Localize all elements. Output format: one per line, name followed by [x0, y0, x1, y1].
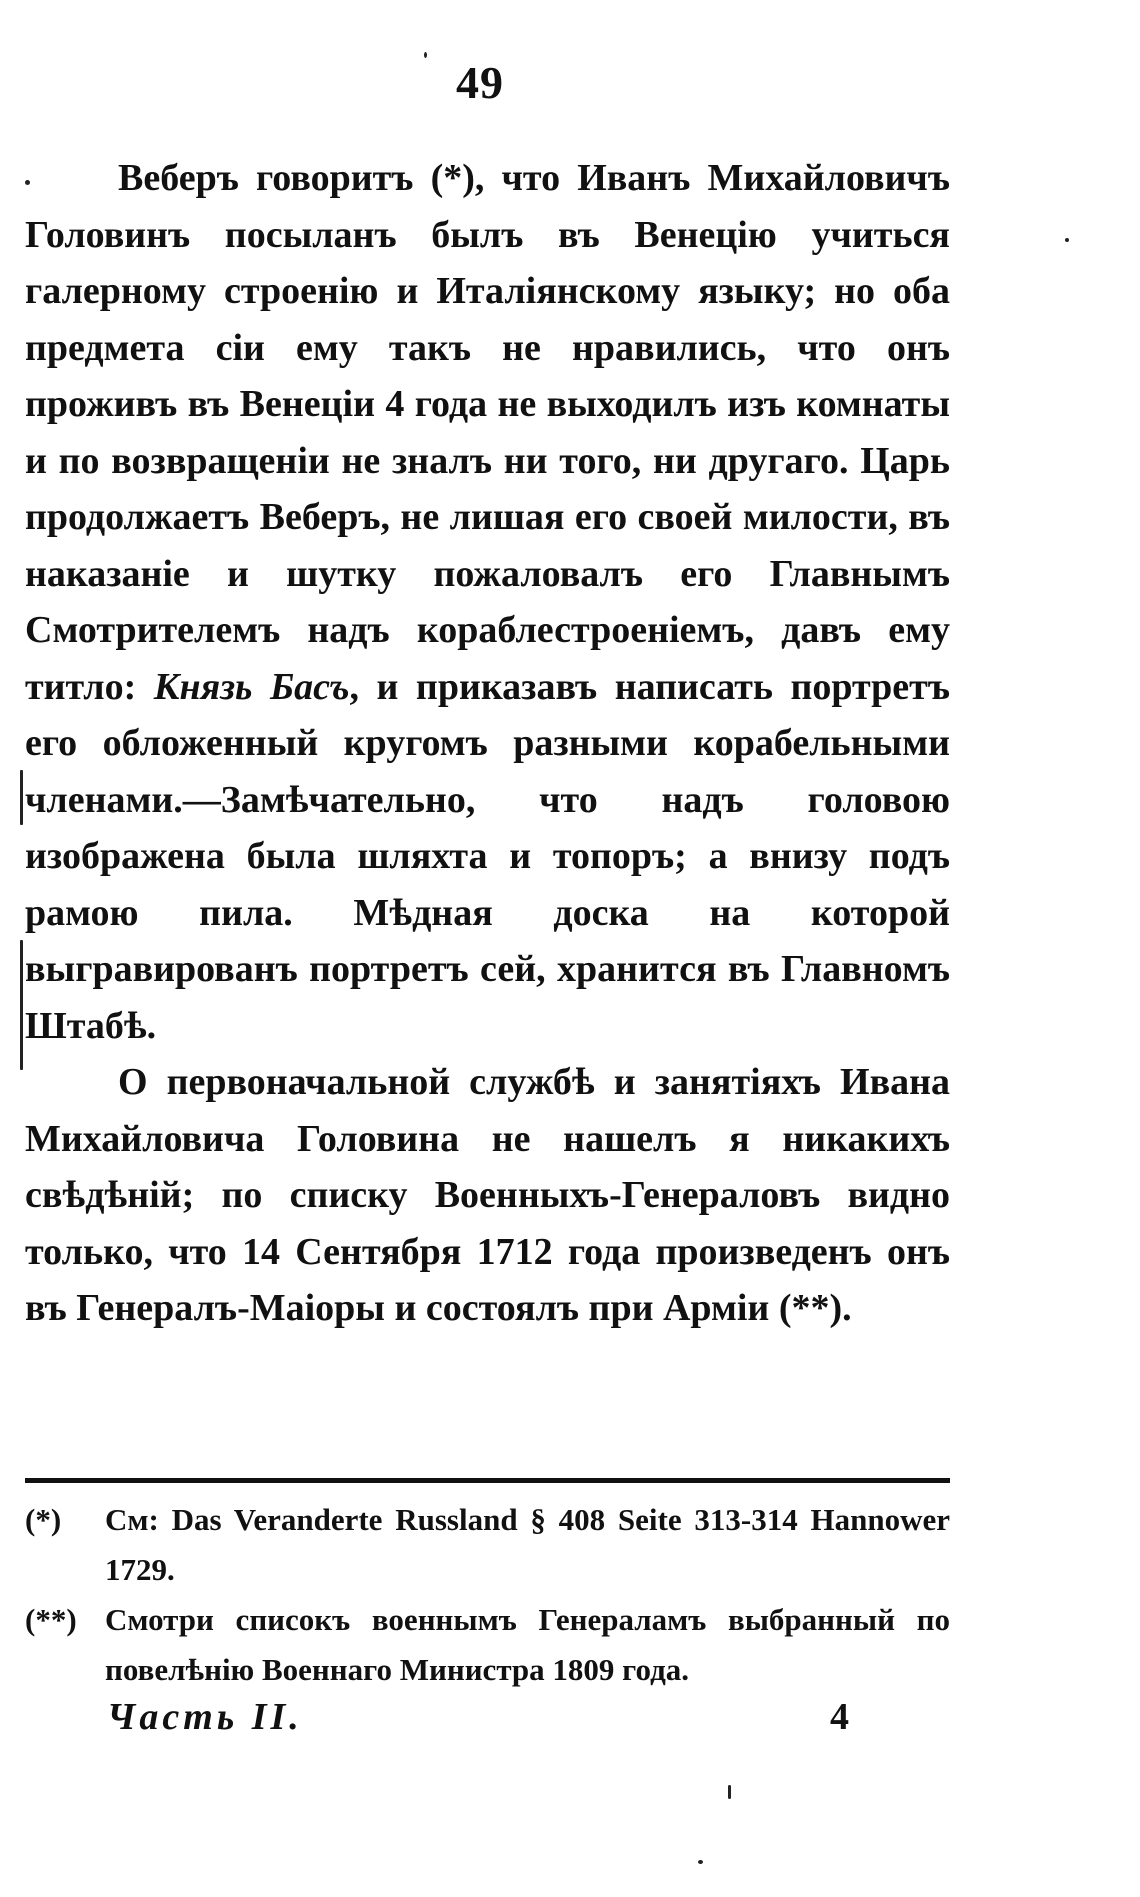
- paragraph-1: [25, 150, 950, 1054]
- signature-part: Часть II.: [107, 1696, 303, 1738]
- footnote-2-text: Смотри списокъ военнымъ Генераламъ выбранный по повелѣнію Военнаго Министра 1809 года.: [105, 1602, 950, 1687]
- scan-speck: [25, 180, 30, 185]
- scan-speck: [1065, 238, 1069, 242]
- footnote-divider: [25, 1478, 950, 1483]
- footnote-1: [25, 1495, 950, 1595]
- paragraph-2: О первоначальной службѣ и занятіяхъ Ивана Михайловича Головина не нашелъ я никакихъ свѣдѣній; по списку Военныхъ-Генераловъ видно только, что 14 Сентября 1712 года произведенъ онъ въ Генералъ-Маіоры и состоялъ при Арміи (**).: [25, 1061, 950, 1329]
- footnote-1-text: См: Das Veranderte Russland § 408 Seite 313-314 Hannower 1729.: [105, 1502, 950, 1587]
- page-number: 49: [456, 57, 504, 108]
- scan-margin-mark: [20, 770, 23, 825]
- scan-margin-mark: [20, 940, 23, 1070]
- footnote-2-mark: (**): [25, 1602, 77, 1637]
- scan-speck: [424, 52, 427, 58]
- signature-sheet-number: 4: [830, 1696, 849, 1738]
- signature-line: [107, 1695, 849, 1739]
- paragraph-1-text-start: Веберъ говоритъ (*), что Иванъ Михайловичъ Головинъ посыланъ былъ въ Венецію учиться галерному строенію и Италіянскому языку; но оба предмета сіи ему такъ не нравились, что онъ проживъ въ Венеціи 4 года не выходилъ изъ комнаты и по возвращеніи не зналъ ни того, ни другаго. Царь продолжаетъ Веберъ, не лишая его своей милости, въ наказаніе и шутку пожаловалъ его Главнымъ Смотрителемъ надъ кораблестроеніемъ, давъ ему титло:: [25, 157, 950, 708]
- scan-speck: [698, 1860, 703, 1864]
- footnotes: [25, 1495, 950, 1695]
- scan-speck: [728, 1785, 731, 1799]
- footnote-1-mark: (*): [25, 1502, 62, 1537]
- footnote-2: [25, 1595, 950, 1695]
- main-text: [25, 150, 950, 1337]
- paragraph-1-text-end: , и приказавъ написать портретъ его обложенный кругомъ разными корабельными членами.—Замѣчательно, что надъ головою изображена была шляхта и топоръ; а внизу подъ рамою пила. Мѣдная доска на которой выгравированъ портретъ сей, хранится въ Главномъ Штабѣ.: [25, 665, 950, 1047]
- nickname-italic: Князь Басъ: [153, 665, 350, 708]
